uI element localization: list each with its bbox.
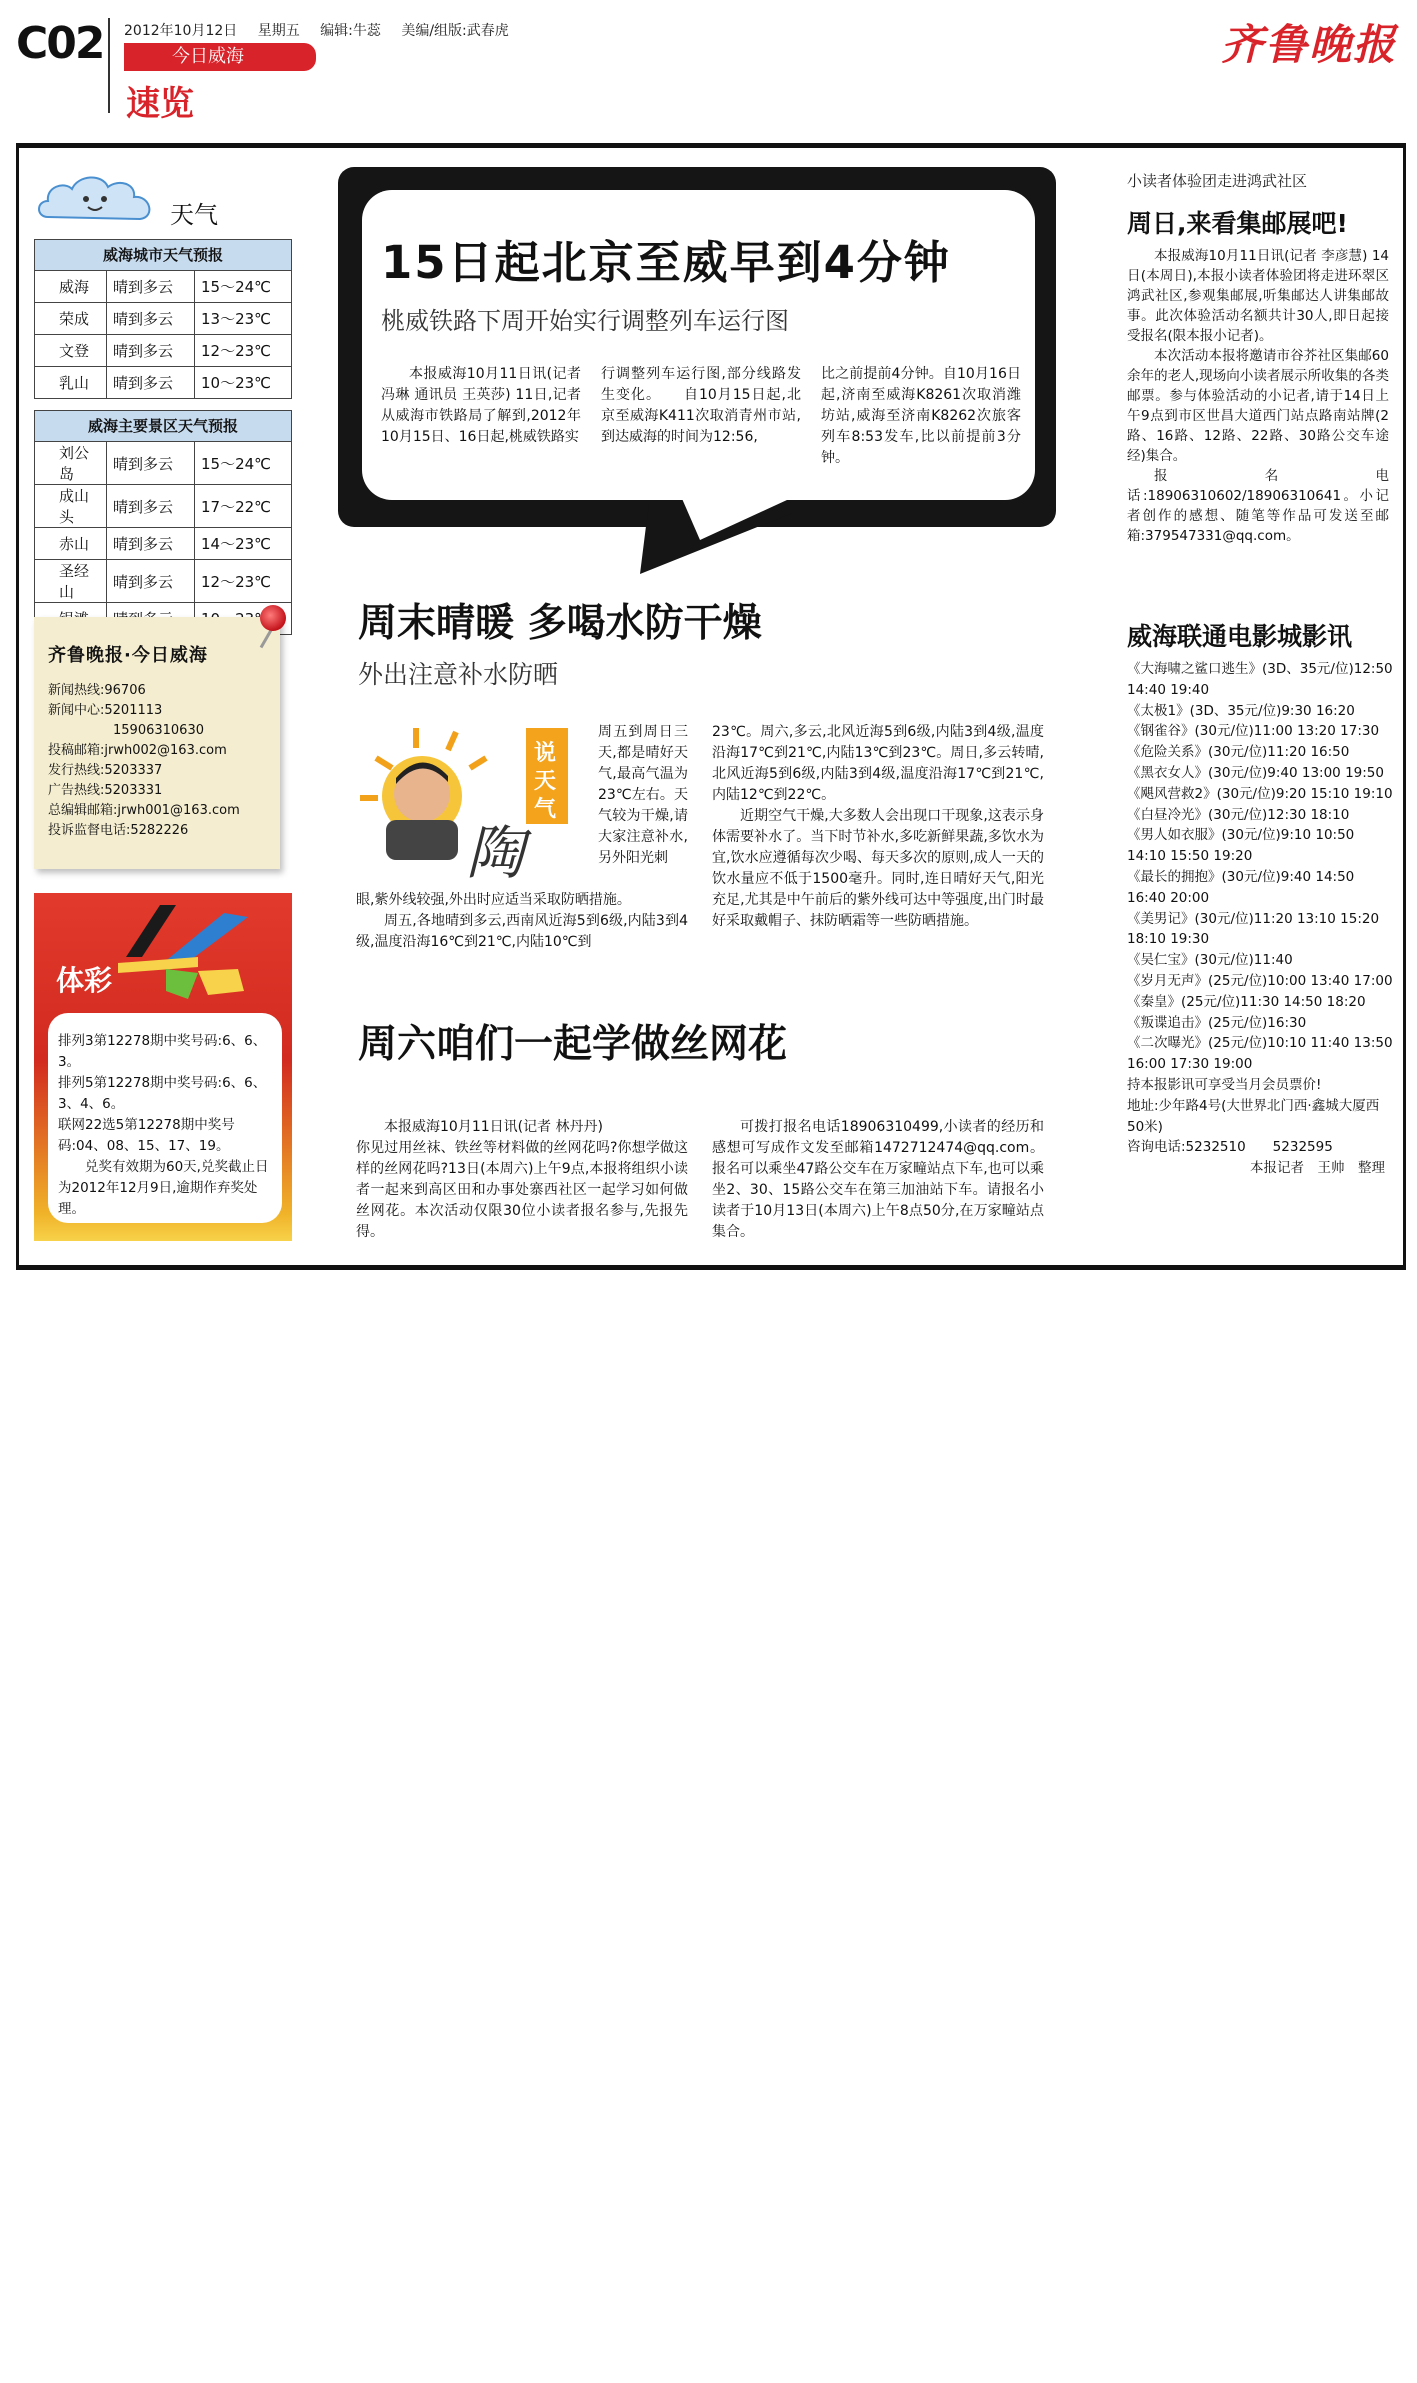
weather-place: 威海 [35,271,107,303]
badge-name: 陶 [466,819,525,883]
film-item: 《钢雀谷》(30元/位)11:00 13:20 17:30 [1127,723,1380,740]
weather-row [35,367,292,399]
masthead-logo: 齐鲁晚报 [1220,20,1397,69]
weather-temp: 15～24℃ [195,442,292,485]
section-title: 速览 [126,84,194,124]
weather-presenter-badge [356,718,586,883]
weather-sky: 晴到多云 [107,485,195,528]
film-item: 《吴仁宝》(30元/位)11:40 [1127,952,1293,969]
film-item: 《叛谍追击》(25元/位)16:30 [1127,1014,1307,1031]
lead-col-2: 行调整列车运行图,部分线路发生变化。 自10月15日起,北京至威海K411次取消青州市站,到达威海的时间为12:56, [601,366,801,445]
film-item: 《二次曝光》(25元/位)10:10 11:40 13:50 16:00 17:30 19:00 [1127,1035,1393,1073]
contact-line: 总编辑邮箱:jrwh001@163.com [48,803,240,818]
weather-temp: 13～23℃ [195,303,292,335]
cinema-phone: 咨询电话:5232510 5232595 [1127,1139,1333,1156]
weather-temp: 12～23℃ [195,335,292,367]
film-item: 《飓风营救2》(30元/位)9:20 15:10 19:10 [1127,785,1393,802]
stamp-show-kicker: 小读者体验团走进鸿武社区 [1127,172,1308,190]
badge-label: 天 [534,769,557,794]
lead-col-3: 比之前提前4分钟。自10月16日起,济南至威海K8261次取消潍坊站,威海至济南K8262次旅客列车8:53发车,比以前提前3分钟。 [821,366,1021,466]
lead-subheadline: 桃威铁路下周开始实行调整列车运行图 [381,307,789,335]
stamp-show-text: 本报威海10月11日讯(记者 李彦慧) 14日(本周日),本报小读者体验团将走进环翠区鸿武社区,参观集邮展,听集邮达人讲集邮故事。此次体验活动名额共计30人,即日起接受报名(限本报小记者)。 [1127,248,1389,344]
stamp-show-headline: 周日,来看集邮展吧! [1127,209,1348,238]
lottery-title: 体彩 [56,964,113,997]
lottery-box [34,893,292,1241]
weather-row [35,335,292,367]
stamp-show-body [1127,246,1389,546]
weather-row [35,303,292,335]
article2-subheadline: 外出注意补水防晒 [358,660,559,689]
article2-col1-bottom [356,890,688,953]
issue-weekday: 星期五 [257,23,300,39]
scenic-weather-table [34,410,292,635]
article3-lead: 本报威海10月11日讯(记者 林丹丹) [384,1119,604,1135]
weather-temp: 12～23℃ [195,560,292,603]
article3-text: 你见过用丝袜、铁丝等材料做的丝网花吗?你想学做这样的丝网花吗?13日(本周六)上午9点,本报将组织小读者一起来到高区田和办事处寨西社区一起学习如何做丝网花。本次活动仅限30位小读者报名参与,先报先得。 [356,1140,688,1240]
lead-headline: 15日起北京至威早到4分钟 [381,236,951,289]
article2-text: 周五,各地晴到多云,西南风近海5到6级,内陆3到4级,温度沿海16℃到21℃,内陆10℃到 [356,913,688,950]
weather-place: 圣经山 [35,560,107,603]
article2-col1-top: 周五到周日三天,都是晴好天气,最高气温为23℃左右。天气较为干燥,请大家注意补水,另外阳光刺 [598,724,688,866]
cinema-headline: 威海联通电影城影讯 [1127,622,1353,651]
weather-row [35,485,292,528]
contact-line: 广告热线:5203331 [48,783,163,798]
weather-label: 天气 [170,201,218,229]
contact-title: 齐鲁晚报·今日威海 [48,645,208,666]
weather-temp: 17～22℃ [195,485,292,528]
article2-col2 [712,722,1044,932]
weather-temp: 15～24℃ [195,271,292,303]
city-weather-table [34,239,292,399]
article2-text: 眼,紫外线较强,外出时应适当采取防晒措施。 [356,892,631,908]
weather-sky: 晴到多云 [107,528,195,560]
lottery-result-22x5: 联网22选5第12278期中奖号码:04、08、15、17、19。 [58,1117,235,1154]
film-item: 《危险关系》(30元/位)11:20 16:50 [1127,744,1350,761]
film-item: 《岁月无声》(25元/位)10:00 13:40 17:00 [1127,972,1393,989]
article2-headline: 周末晴暖 多喝水防干燥 [358,601,762,646]
weather-row [35,442,292,485]
city-weather-caption: 威海城市天气预报 [34,239,292,270]
film-item: 《太极1》(3D、35元/位)9:30 16:20 [1127,702,1355,719]
weather-place: 刘公岛 [35,442,107,485]
film-item: 《美男记》(30元/位)11:20 13:10 15:20 18:10 19:30 [1127,910,1380,948]
lottery-results [48,1013,282,1223]
film-list [1127,659,1393,1075]
weather-sky: 晴到多云 [107,367,195,399]
header-meta [124,20,525,40]
weather-sky: 晴到多云 [107,335,195,367]
lead-body [381,364,1021,469]
weather-row [35,560,292,603]
contact-line: 发行热线:5203337 [48,763,163,778]
cloud-icon [34,171,164,225]
weather-sky: 晴到多云 [107,442,195,485]
article3-col1 [356,1117,688,1243]
lottery-result-p5: 排列5第12278期中奖号码:6、6、3、4、6。 [58,1075,267,1112]
weather-place: 荣成 [35,303,107,335]
weather-place: 赤山 [35,528,107,560]
stamp-show-text: 本次活动本报将邀请市谷芥社区集邮60余年的老人,现场向小读者展示所收集的各类邮票。参与体验活动的小记者,请于14日上午9点到市区世昌大道西门站点路南站牌(2路、16路、12路、22路、30路公交车途经)集合。 [1127,348,1389,464]
contact-line: 投稿邮箱:jrwh002@163.com [48,743,227,758]
designer-credit: 美编/组版:武春虎 [401,23,509,39]
weather-sky: 晴到多云 [107,560,195,603]
cinema-note: 持本报影讯可享受当月会员票价! [1127,1076,1322,1093]
contact-line: 新闻中心:5201113 [48,703,163,718]
pushpin-icon [260,605,286,631]
contact-line: 15906310630 [48,723,204,738]
lead-col-1: 本报威海10月11日讯(记者 冯琳 通讯员 王英莎) 11日,记者从威海市铁路局了解到,2012年10月15日、16日起,桃威铁路实 [381,366,581,445]
article3-text: 可拨打报名电话18906310499,小读者的经历和感想可写成作文发至邮箱1472712474@qq.com。报名可以乘坐47路公交车在万家疃站点下车,也可以乘坐2、30、15路公交车在第三加油站下车。请报名小读者于10月13日(本周六)上午8点50分,在万家疃站点集合。 [712,1119,1044,1240]
header-divider [108,18,110,113]
article3-col2 [712,1117,1044,1243]
speech-bubble-tail [640,494,880,574]
badge-label: 气 [534,797,557,822]
page-number: C02 [16,18,104,69]
contact-line: 新闻热线:96706 [48,683,146,698]
lottery-result-p3: 排列3第12278期中奖号码:6、6、3。 [58,1033,267,1070]
column-tag: 今日威海 [124,43,316,71]
weather-row [35,528,292,560]
weather-temp: 14～23℃ [195,528,292,560]
cinema-listings [1127,659,1393,1179]
film-item: 《秦皇》(25元/位)11:30 14:50 18:20 [1127,993,1366,1010]
film-item: 《男人如衣服》(30元/位)9:10 10:50 14:10 15:50 19:20 [1127,827,1355,865]
article2-text: 近期空气干燥,大多数人会出现口干现象,这表示身体需要补水了。当下时节补水,多吃新鲜果蔬,多饮水为宜,饮水应遵循每次少喝、每天多次的原则,成人一天的饮水量应不低于1500毫升。同时,连日晴好天气,阳光充足,尤其是中午前后的紫外线可达中等强度,出门时最好采取戴帽子、抹防晒霜等一些防晒措施。 [712,808,1044,929]
contact-line: 投诉监督电话:5282226 [48,823,189,838]
weather-header [34,165,174,227]
article3-headline: 周六咱们一起学做丝网花 [358,1022,788,1067]
weather-temp: 10～23℃ [195,367,292,399]
scenic-weather-caption: 威海主要景区天气预报 [34,410,292,441]
weather-sky: 晴到多云 [107,271,195,303]
film-item: 《黑衣女人》(30元/位)9:40 13:00 19:50 [1127,764,1384,781]
editor-credit: 编辑:牛蕊 [320,23,381,39]
cinema-address: 地址:少年路4号(大世界北门西·鑫城大厦西50米) [1127,1097,1380,1135]
film-item: 《大海啸之鲨口逃生》(3D、35元/位)12:50 14:40 19:40 [1127,661,1393,698]
weather-place: 文登 [35,335,107,367]
badge-label: 说 [534,741,557,766]
lottery-notice: 兑奖有效期为60天,兑奖截止日为2012年12月9日,逾期作弃奖处理。 [58,1159,269,1217]
article2-text: 23℃。周六,多云,北风近海5到6级,内陆3到4级,温度沿海17℃到21℃,内陆13℃到23℃。周日,多云转晴,北风近海5到6级,内陆3到4级,温度沿海17℃到21℃,内陆12℃到22℃。 [712,724,1044,803]
film-item: 《白昼冷光》(30元/位)12:30 18:10 [1127,806,1350,823]
stamp-show-text: 报名电话:18906310602/18906310641。小记者创作的感想、随笔等作品可发送至邮箱:379547331@qq.com。 [1127,468,1389,544]
weather-place: 成山头 [35,485,107,528]
cinema-byline: 本报记者 王帅 整理 [1250,1160,1385,1177]
film-item: 《最长的拥抱》(30元/位)9:40 14:50 16:40 20:00 [1127,868,1355,906]
contact-note [34,617,280,869]
issue-date: 2012年10月12日 [124,23,238,39]
weather-row [35,271,292,303]
weather-place: 乳山 [35,367,107,399]
weather-sky: 晴到多云 [107,303,195,335]
